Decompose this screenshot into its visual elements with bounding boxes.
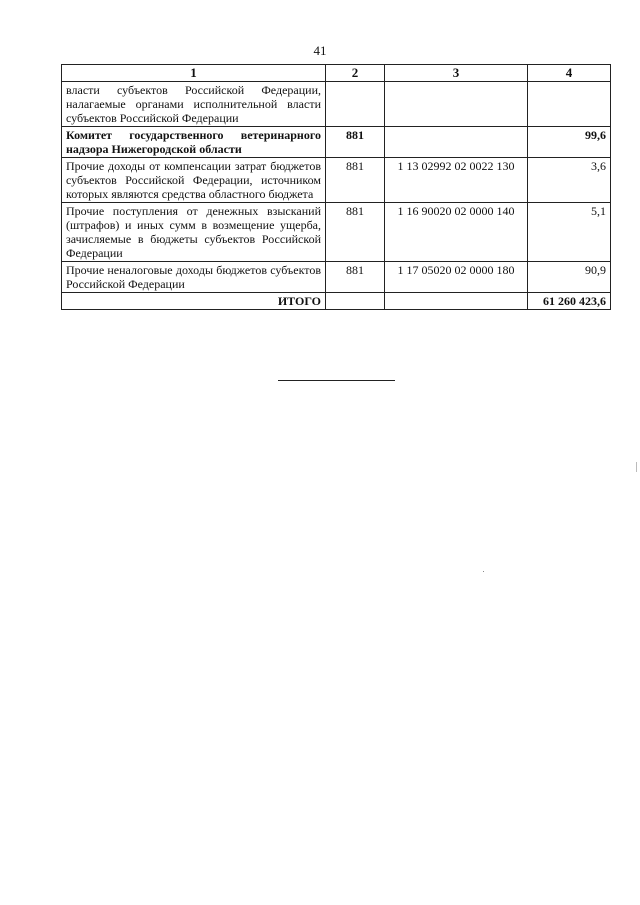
row-description: Прочие поступления от денежных взысканий (штрафов) и иных сумм в возмещение ущерба, зачисляемые в бюджеты субъектов Российской Федерации bbox=[62, 203, 326, 262]
row-description: Прочие доходы от компенсации затрат бюджетов субъектов Российской Федерации, источником которых являются средства областного бюджета bbox=[62, 158, 326, 203]
page-number: 41 bbox=[313, 43, 327, 58]
row-admin-code: 881 bbox=[326, 262, 385, 293]
scan-artifact bbox=[636, 462, 637, 472]
total-empty-cell bbox=[326, 293, 385, 310]
table-row bbox=[62, 203, 611, 262]
row-amount bbox=[528, 82, 611, 127]
table-row bbox=[62, 82, 611, 127]
scan-artifact bbox=[483, 571, 484, 572]
row-amount: 99,6 bbox=[528, 127, 611, 158]
row-admin-code: 881 bbox=[326, 158, 385, 203]
row-admin-code: 881 bbox=[326, 127, 385, 158]
row-amount: 5,1 bbox=[528, 203, 611, 262]
total-amount: 61 260 423,6 bbox=[528, 293, 611, 310]
table-row bbox=[62, 127, 611, 158]
total-empty-cell bbox=[385, 293, 528, 310]
row-description: власти субъектов Российской Федерации, налагаемые органами исполнительной власти субъектов Российской Федерации bbox=[62, 82, 326, 127]
row-admin-code: 881 bbox=[326, 203, 385, 262]
header-col-2: 2 bbox=[326, 65, 385, 82]
header-col-1: 1 bbox=[62, 65, 326, 82]
row-budget-code: 1 17 05020 02 0000 180 bbox=[385, 262, 528, 293]
closing-rule bbox=[278, 380, 395, 381]
row-description: Прочие неналоговые доходы бюджетов субъектов Российской Федерации bbox=[62, 262, 326, 293]
table-row bbox=[62, 158, 611, 203]
table-header-row bbox=[62, 65, 611, 82]
row-amount: 90,9 bbox=[528, 262, 611, 293]
row-amount: 3,6 bbox=[528, 158, 611, 203]
row-budget-code bbox=[385, 82, 528, 127]
budget-revenue-table bbox=[61, 64, 611, 310]
row-budget-code: 1 16 90020 02 0000 140 bbox=[385, 203, 528, 262]
row-description: Комитет государственного ветеринарного надзора Нижегородской области bbox=[62, 127, 326, 158]
total-label: ИТОГО bbox=[62, 293, 326, 310]
header-col-3: 3 bbox=[385, 65, 528, 82]
header-col-4: 4 bbox=[528, 65, 611, 82]
row-budget-code: 1 13 02992 02 0022 130 bbox=[385, 158, 528, 203]
total-row bbox=[62, 293, 611, 310]
row-admin-code bbox=[326, 82, 385, 127]
row-budget-code bbox=[385, 127, 528, 158]
table-row bbox=[62, 262, 611, 293]
